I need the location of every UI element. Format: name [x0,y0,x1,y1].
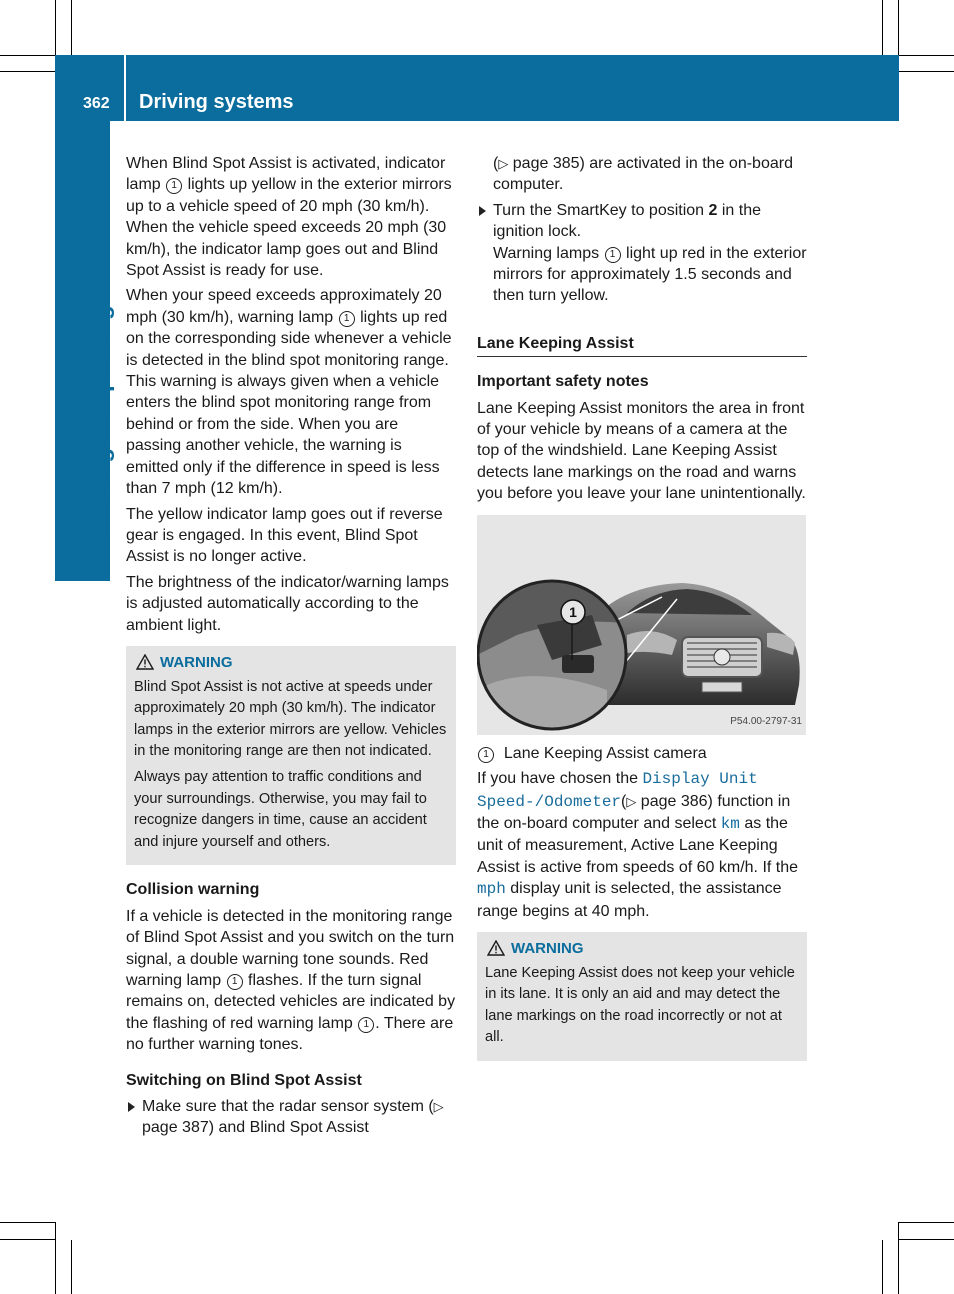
instruction-step: Turn the SmartKey to position 2 in the ignition lock. Warning lamps 1 light up red in the exterior mirrors for approximately 1.5 seconds and then turn yellow. [477,200,807,307]
paragraph: (▷ page 385) are activated in the on-board computer. [493,155,793,194]
paragraph: If a vehicle is detected in the monitoring range of Blind Spot Assist and you switch on the turn signal, a double warning tone sounds. Red warning lamp 1 flashes. If the turn signal remains on, detected vehicles are indicated by the flashing of red warning lamp 1 . There are no further warning tones. [126,907,456,1054]
page-ref-icon: ▷ [626,793,637,809]
left-column [126,153,456,1143]
subheading: Important safety notes [477,373,649,391]
header-divider [124,55,126,121]
warning-text: Blind Spot Assist is not active at speeds under approximately 20 mph (30 km/h). The indicator lamps in the exterior mirrors are yellow. Vehicles in the monitoring range are then not indicated. [134,678,447,760]
warning-triangle-icon [487,940,505,956]
subheading: Switching on Blind Spot Assist [126,1071,362,1089]
car-camera-figure [477,515,806,735]
crop-mark [898,0,899,55]
page-number: 362 [83,95,110,112]
crop-mark [0,1222,55,1223]
callout-1-icon: 1 [478,747,494,763]
figure-caption: 1 Lane Keeping Assist camera [477,743,807,764]
callout-1-icon: 1 [358,1017,374,1033]
unit-name: km [720,814,740,833]
warning-text: Lane Keeping Assist does not keep your vehicle in its lane. It is only an aid and may detect the lane markings on the road incorrectly or not at all. [485,964,795,1046]
warning-heading: WARNING [134,652,448,674]
chapter-label: Driving and parking [88,305,115,531]
paragraph: Lane Keeping Assist monitors the area in front of your vehicle by means of a camera at the top of the windshield. Lane Keeping Assist detects lane markings on the road and warns you before you leave your lane unintentionally. [477,399,806,503]
paragraph: The brightness of the indicator/warning lamps is adjusted automatically according to the ambient light. [126,573,449,634]
page-ref-icon: ▷ [498,156,509,171]
crop-mark [71,0,72,55]
callout-1-icon: 1 [227,974,243,990]
warning-box [126,646,456,865]
crop-mark [899,71,954,72]
crop-mark [898,1222,899,1294]
crop-mark [899,1222,954,1223]
warning-heading: WARNING [485,938,799,960]
unit-name: mph [477,880,506,899]
callout-1-icon: 1 [605,247,621,263]
page-header [55,55,899,121]
warning-triangle-icon [136,654,154,670]
page-title: Driving systems [139,91,294,113]
menu-function-name: Display Unit Speed-/Odometer [477,770,758,811]
paragraph: When your speed exceeds approximately 20 mph (30 km/h), warning lamp 1 lights up red on the corresponding side whenever a vehicle is detected in the blind spot monitoring range. This warning is always given when a vehicle enters the blind spot monitoring range from behind or from the side. When you are passing another vehicle, the warning is emitted only if the difference in speed is less than 7 mph (12 km/h). [126,287,452,498]
crop-mark [882,0,883,55]
callout-1-icon: 1 [166,178,182,194]
bullet-arrow-icon [128,1102,135,1112]
warning-text: Always pay attention to traffic conditions and your surroundings. Otherwise, you may fail to recognize dangers in time, cause an accident and injure yourself and others. [134,768,427,850]
warning-box [477,932,807,1061]
crop-mark [55,0,56,55]
figure-code: P54.00-2797-31 [730,716,802,728]
instruction-step: Make sure that the radar sensor system (▷ page 387) and Blind Spot Assist [126,1096,456,1139]
crop-mark [882,1240,883,1294]
callout-1-icon: 1 [339,311,355,327]
figure-callout-1: 1 [569,603,577,620]
bullet-arrow-icon [479,206,486,216]
section-title: Lane Keeping Assist [477,333,807,357]
paragraph: When Blind Spot Assist is activated, indicator lamp 1 lights up yellow in the exterior mirrors up to a vehicle speed of 20 mph (30 km/h). When the vehicle speed exceeds 20 mph (30 km/h), the indicator lamp goes out and Blind Spot Assist is ready for use. [126,155,452,280]
crop-mark [0,55,55,56]
right-column [477,153,807,1075]
page-ref-icon: ▷ [433,1098,444,1114]
crop-mark [0,1239,55,1240]
subheading: Collision warning [126,881,260,899]
crop-mark [71,1240,72,1294]
crop-mark [899,1239,954,1240]
car-illustration [477,515,806,735]
crop-mark [0,71,55,72]
paragraph: The yellow indicator lamp goes out if reverse gear is engaged. In this event, Blind Spot Assist is no longer active. [126,505,443,566]
crop-mark [55,1222,56,1294]
crop-mark [899,55,954,56]
paragraph: If you have chosen the Display Unit Speed-/Odometer(▷ page 386) function in the on-board computer and select km as the unit of measurement, Active Lane Keeping Assist is active from speeds of 60 km/h. If the mph display unit is selected, the assistance range begins at 40 mph. [477,770,799,920]
